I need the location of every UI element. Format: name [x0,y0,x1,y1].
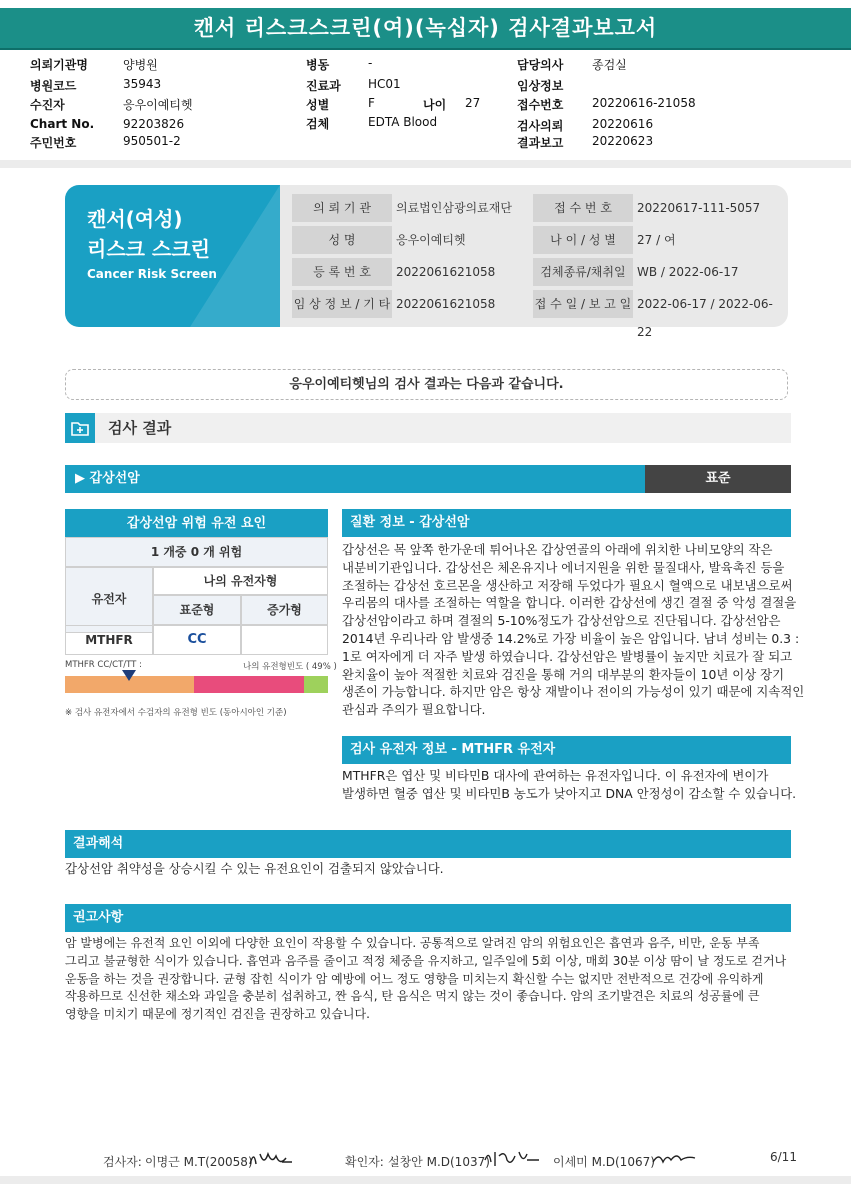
section-title: 검사 결과 [108,419,172,437]
disease-info-line: 2014년 우리나라 암 발생중 14.2%로 가장 비율이 높은 암입니다. 남녀 성비는 0.3 : [342,630,800,646]
header-info [0,0,851,160]
gene-col-header: 유전자 [65,567,153,633]
freq-note: ※ 검사 유전자에서 수검자의 유전형 빈도 (동아시아인 기준) [65,708,287,718]
recommendation-text [65,935,791,1024]
result-status-badge: 표준 [645,465,791,493]
recommendation-line: 영향을 미치기 때문에 정기적인 검진을 권장하고 있습니다. [65,1007,370,1022]
recommendation-line: 암 발병에는 유전적 요인 이외에 다양한 요인이 작용할 수 있습니다. 공통적으로 알려진 암의 위험요인은 흡연과 음주, 비만, 운동 부족 [65,936,760,950]
standard-header: 표준형 [153,595,241,625]
gene-table-title: 갑상선암 위험 유전 요인 [65,509,328,539]
my-genotype-header: 나의 유전자형 [153,567,328,595]
panel-value-specimen: WB / 2022-06-17 [637,265,739,279]
value-hospital-code: 35943 [123,77,162,91]
section-header [65,413,791,443]
freq-segment [194,676,304,693]
panel-label-dates: 접 수 일 / 보 고 일 [533,290,633,318]
header-divider [0,160,851,168]
panel-title-line1: 캔서(여성) [87,207,183,231]
disease-info-title: 질환 정보 - 갑상선암 [342,509,791,537]
label-resident-no: 주민번호 [30,136,77,150]
disease-info-line: 갑상선암이라고 하며 결절의 5-10%정도가 갑상선암으로 진단됩니다. 갑상선암은 [342,613,781,629]
confirmer1-name: 설창안 M.D(1037) [388,1155,490,1169]
page-number: 6/11 [770,1150,797,1164]
gene-info-line: MTHFR은 엽산 및 비타민B 대사에 관여하는 유전자입니다. 이 유전자에 변이가 [342,768,769,783]
freq-segment [304,676,328,693]
panel-label-specimen: 검체종류/채취일 [533,258,633,286]
label-ward: 병동 [306,58,330,72]
panel-value-name: 응우이예티헷 [396,233,466,247]
gene-risk-table [65,509,328,657]
freq-left-label: MTHFR CC/CT/TT : [65,660,142,670]
panel-title-block [65,185,280,327]
value-chart-no: 92203826 [123,117,185,131]
value-resident-no: 950501-2 [123,134,181,148]
genotype-increased-cell [241,625,328,655]
gene-info-title: 검사 유전자 정보 - MTHFR 유전자 [342,736,791,764]
greeting-box: 응우이예티헷님의 검사 결과는 다음과 같습니다. [65,369,788,400]
label-sex: 성별 [306,98,330,112]
panel-label-institution: 의 뢰 기 관 [292,194,392,222]
value-department: HC01 [368,77,401,91]
label-institution: 의뢰기관명 [30,58,88,72]
panel-value-receipt-no: 20220617-111-5057 [637,201,761,215]
value-institution: 양병원 [123,58,158,72]
value-patient: 응우이예티헷 [123,98,193,112]
label-patient: 수진자 [30,98,65,112]
label-department: 진료과 [306,79,341,93]
value-age: 27 [465,96,481,110]
label-doctor: 담당의사 [517,58,564,72]
label-chart-no: Chart No. [30,117,95,131]
result-category-label: ▶ 갑상선암 [75,471,140,486]
confirmer2-signature-icon [651,1148,697,1172]
confirm-label: 확인자: [345,1155,384,1169]
disease-info-line: 생존이 가능합니다. 하지만 암은 항상 재발이나 전이의 가능성이 있기 때문에 지속적인 [342,684,805,700]
label-age: 나이 [423,98,447,112]
value-receipt-no: 20220616-21058 [592,96,696,110]
genotype-standard-cell: CC [153,625,241,655]
disease-info-line: 조절하는 갑상선 호르몬을 생산하고 저장해 두었다가 필요시 혈액으로 내보냄으로써 [342,577,793,593]
tester-signature-icon [246,1146,296,1174]
label-request-date: 검사의뢰 [517,119,564,133]
recommendation-line: 작용하므로 신선한 채소와 과일을 충분히 섭취하고, 짠 음식, 탄 음식은 먹지 않는 것이 좋습니다. 암의 조기발견은 치료의 성공률에 큰 [65,989,760,1004]
label-report-date: 결과보고 [517,136,564,150]
panel-label-age-sex: 나 이 / 성 별 [533,226,633,254]
panel-subtitle: Cancer Risk Screen [87,267,217,281]
disease-info-line: 완치율이 높아 적절한 치료와 검진을 통해 거의 대부분의 환자들이 10년 이상 장기 [342,666,785,682]
disease-info-line: 갑상선은 목 앞쪽 한가운데 튀어나온 갑상연골의 아래에 위치한 나비모양의 작은 [342,542,773,557]
tester-label: 검사자: [103,1155,142,1169]
report-title: 캔서 리스크스크린(여)(녹십자) 검사결과보고서 [0,8,851,48]
panel-value-reg-no: 2022061621058 [396,265,496,279]
value-specimen: EDTA Blood [368,115,438,129]
disease-info-line: 1로 여자에게 더 자주 발생 하였습니다. 갑상선암은 발병률이 높지만 치료가 잘 되고 [342,648,793,664]
tester-name: 이명근 M.T(20058) [145,1155,253,1169]
panel-value-institution: 의료법인삼광의료재단 [396,201,512,215]
disease-info-text [342,541,805,719]
disease-info-line: 관심과 주의가 필요합니다. [342,702,486,718]
genotype-frequency-bar [65,676,328,693]
panel-value-clinical: 2022061621058 [396,297,496,311]
gene-name-cell: MTHFR [65,625,153,655]
value-ward: - [368,56,373,70]
value-report-date: 20220623 [592,134,654,148]
panel-value-dates: 2022-06-17 / 2022-06-22 [637,297,773,339]
label-specimen: 검체 [306,117,330,131]
genotype-marker-icon [122,670,136,681]
gene-info-line: 발생하면 혈중 엽산 및 비타민B 농도가 낮아지고 DNA 안정성이 감소할 수 있습니다. [342,785,797,801]
disease-info-line: 내분비기관입니다. 갑상선은 체온유지나 에너지원을 위한 물질대사, 발육촉진 등을 [342,559,785,575]
panel-label-reg-no: 등 록 번 호 [292,258,392,286]
confirmer1-signature-icon [483,1146,543,1174]
confirmer2-name: 이세미 M.D(1067) [553,1155,655,1169]
interpretation-text: 갑상선암 취약성을 상승시킬 수 있는 유전요인이 검출되지 않았습니다. [65,861,444,876]
disease-info-line: 우리몸의 대사를 조절하는 역할을 합니다. 이러한 갑상선에 생긴 결절 중 악성 결절을 [342,595,797,611]
value-doctor: 종검실 [592,58,627,72]
footer-divider [0,1176,851,1184]
result-category-bar [65,465,645,493]
value-sex: F [368,96,375,110]
gene-count: 1 개중 0 개 위험 [65,537,328,567]
increased-header: 증가형 [241,595,328,625]
value-request-date: 20220616 [592,117,654,131]
panel-label-name: 성 명 [292,226,392,254]
panel-label-clinical: 임 상 정 보 / 기 타 [292,290,392,318]
medical-folder-icon [65,413,95,443]
summary-panel [65,185,788,339]
gene-info-text [342,767,797,803]
recommendation-line: 운동을 하는 것을 권장합니다. 균형 잡힌 식이가 암 예방에 어느 정도 영향을 미치는지 확신할 수는 없지만 전반적으로 건강에 유익하게 [65,971,764,986]
recommendation-title: 권고사항 [65,904,791,932]
recommendation-line: 그리고 불균형한 식이가 있습니다. 흡연과 음주를 줄이고 적정 체중을 유지하고, 일주일에 5회 이상, 매회 30분 이상 땀이 날 정도로 걷거나 [65,953,787,968]
interpretation-title: 결과해석 [65,830,791,858]
label-clinical-info: 임상정보 [517,79,564,93]
label-receipt-no: 접수번호 [517,98,564,112]
panel-title-line2: 리스크 스크린 [87,237,210,261]
panel-label-receipt-no: 접 수 번 호 [533,194,633,222]
label-hospital-code: 병원코드 [30,79,77,93]
panel-value-age-sex: 27 / 여 [637,233,676,247]
freq-right-label: 나의 유전형빈도 ( 49% ) [243,662,337,672]
